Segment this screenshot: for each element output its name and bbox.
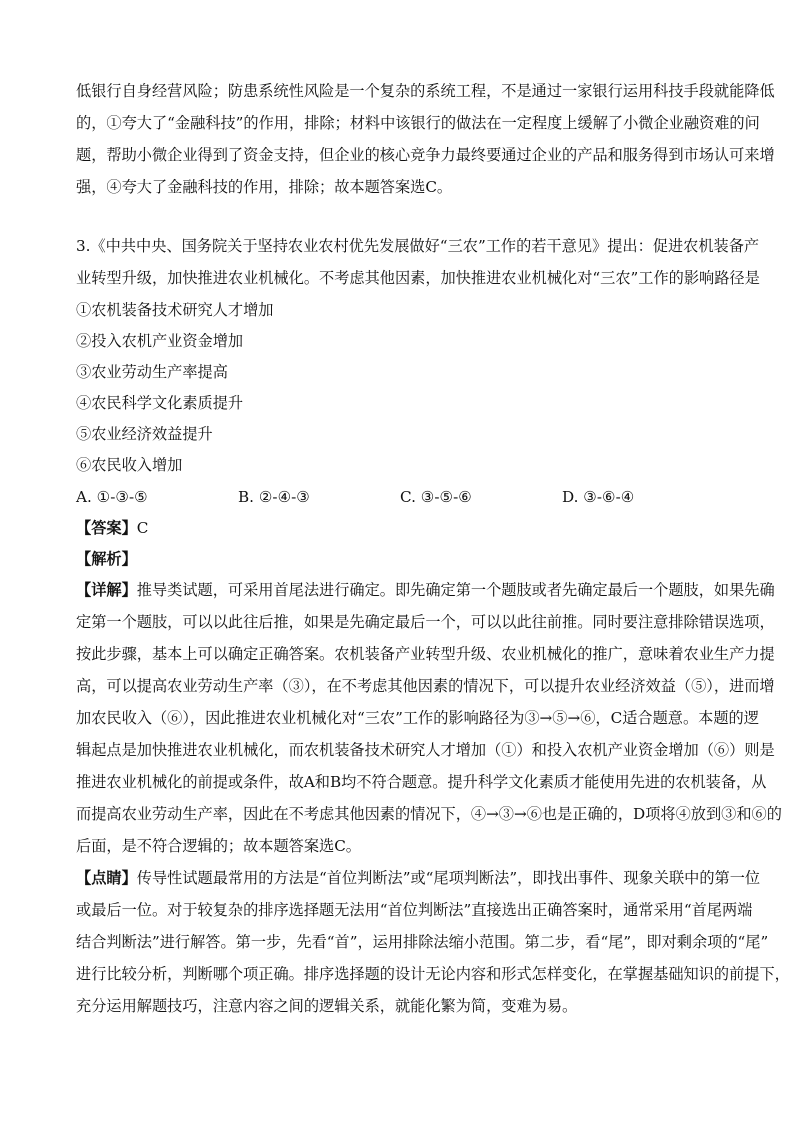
detail-line: 后面，是不符合逻辑的；故本题答案选C。 <box>76 837 361 855</box>
answer-tag: 【答案】 <box>76 519 137 537</box>
option-c: C. ③-⑤-⑥ <box>400 488 472 506</box>
paragraph-line: 低银行自身经营风险；防患系统性风险是一个复杂的系统工程，不是通过一家银行运用科技手段就能降低 <box>76 82 775 100</box>
tip-line: 【点睛】传导性试题最常用的方法是“首位判断法”或“尾项判断法”，即找出事件、现象关联中的第一位 <box>76 869 761 887</box>
detail-line: 推进农业机械化的前提或条件，故A和B均不符合题意。提升科学文化素质才能使用先进的农机装备，从 <box>76 773 767 791</box>
tip-line: 或最后一位。对于较复杂的排序选择题无法用“首位判断法”直接选出正确答案时，通常采用“首尾两端 <box>76 901 753 919</box>
detail-line: 按此步骤，基本上可以确定正确答案。农机装备产业转型升级、农业机械化的推广，意味着农业生产力提 <box>76 645 775 663</box>
detail-line: 而提高农业劳动生产率，因此在不考虑其他因素的情况下，④→③→⑥也是正确的，D项将④放到③和⑥的 <box>76 805 782 823</box>
paragraph-line: 的，①夸大了“金融科技”的作用，排除；材料中该银行的做法在一定程度上缓解了小微企业融资难的问 <box>76 114 760 132</box>
detail-line: 高，可以提高农业劳动生产率（③），在不考虑其他因素的情况下，可以提升农业经济效益（⑤），进而增 <box>76 677 775 695</box>
question-item: ②投入农机产业资金增加 <box>76 332 244 350</box>
question-stem-line: 业转型升级，加快推进农业机械化。不考虑其他因素，加快推进农业机械化对“三农”工作的影响路径是 <box>76 269 760 287</box>
option-b: B. ②-④-③ <box>238 488 310 506</box>
answer-line <box>76 518 148 538</box>
option-d: D. ③-⑥-④ <box>562 488 635 506</box>
question-item: ①农机装备技术研究人才增加 <box>76 301 274 319</box>
question-item: ⑥农民收入增加 <box>76 456 183 474</box>
answer-value: C <box>136 519 149 537</box>
detail-line: 定第一个题肢，可以以此往后推，如果是先确定最后一个，可以以此往前推。同时要注意排除错误选项， <box>76 613 775 631</box>
analysis-tag: 【解析】 <box>76 550 137 568</box>
tip-line: 进行比较分析，判断哪个项正确。排序选择题的设计无论内容和形式怎样变化，在掌握基础知识的前提下， <box>76 965 790 983</box>
detail-line: 【详解】推导类试题，可采用首尾法进行确定。即先确定第一个题肢或者先确定最后一个题肢，如果先确 <box>76 581 775 599</box>
paragraph-line: 题，帮助小微企业得到了资金支持，但企业的核心竞争力最终要通过企业的产品和服务得到市场认可来增 <box>76 146 775 164</box>
detail-line: 加农民收入（⑥），因此推进农业机械化对“三农”工作的影响路径为③→⑤→⑥，C适合题意。本题的逻 <box>76 709 759 727</box>
detail-line: 辑起点是加快推进农业机械化，而农机装备技术研究人才增加（①）和投入农机产业资金增加（⑥）则是 <box>76 741 775 759</box>
question-item: ⑤农业经济效益提升 <box>76 425 213 443</box>
tip-line: 充分运用解题技巧，注意内容之间的逻辑关系，就能化繁为简，变难为易。 <box>76 997 578 1015</box>
option-a: A. ①-③-⑤ <box>76 488 148 506</box>
question-stem-line: 3.《中共中央、国务院关于坚持农业农村优先发展做好“三农”工作的若干意见》提出：促进农机装备产 <box>76 237 760 255</box>
question-item: ③农业劳动生产率提高 <box>76 363 228 381</box>
question-item: ④农民科学文化素质提升 <box>76 394 244 412</box>
tip-line: 结合判断法”进行解答。第一步，先看“首”，运用排除法缩小范围。第二步，看“尾”，即对剩余项的“尾” <box>76 933 769 951</box>
paragraph-line: 强，④夸大了金融科技的作用，排除；故本题答案选C。 <box>76 178 453 196</box>
detail-tag: 【详解】 <box>76 581 137 599</box>
tip-tag: 【点睛】 <box>76 869 137 887</box>
